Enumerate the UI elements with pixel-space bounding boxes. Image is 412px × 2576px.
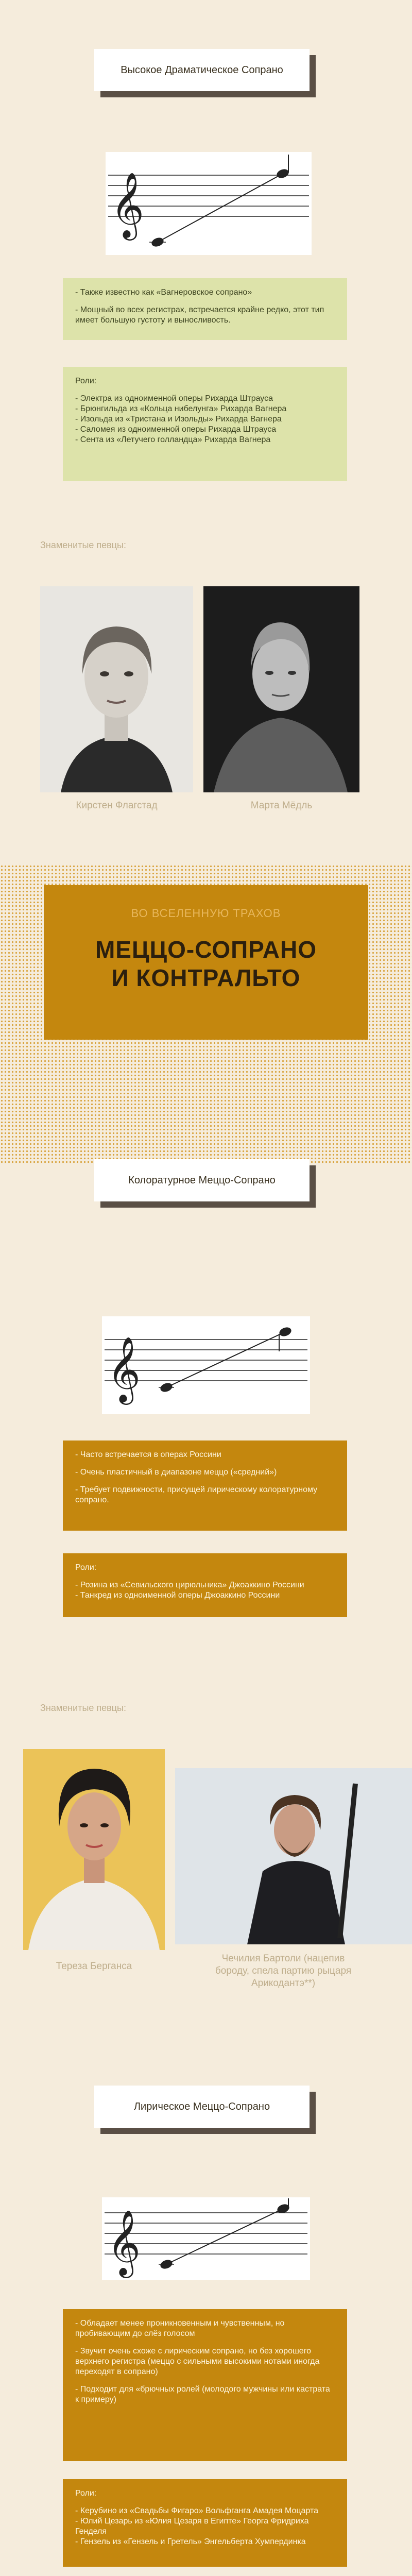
treble-clef-icon: 𝄞 <box>107 2209 141 2275</box>
banner-subtitle: ВО ВСЕЛЕННУЮ ТРАХОВ <box>131 907 281 920</box>
description-box <box>63 2309 347 2461</box>
singer-name: Чечилия Бартоли (нацепив бороду, спела партию рыцаря Арикодантэ**) <box>215 1953 352 1989</box>
role-item: - Танкред из одноименной оперы Джоаккино Россини <box>75 1591 280 1600</box>
range-line <box>158 174 283 242</box>
section-title: Колоратурное Меццо-Сопрано <box>128 1174 276 1186</box>
banner-title-line1: МЕЦЦО-СОПРАНО <box>95 936 317 963</box>
description-line: - Часто встречается в операх Россини <box>75 1450 221 1459</box>
range-line <box>166 1332 285 1387</box>
treble-clef-icon: 𝄞 <box>107 1336 141 1402</box>
section-title-card <box>94 2086 310 2128</box>
section-title-card <box>94 1159 310 1201</box>
role-item: - Электра из одноименной оперы Рихарда Штрауса <box>75 394 273 403</box>
description-box <box>63 278 347 340</box>
chapter-banner <box>44 885 368 1040</box>
staff-notes-diagram <box>106 152 312 255</box>
famous-singers-label: Знаменитые певцы: <box>40 540 126 550</box>
music-staff <box>102 1316 310 1414</box>
role-item: - Брюнгильда из «Кольца нибелунга» Рихарда Вагнера <box>75 404 287 413</box>
role-item: - Сента из «Летучего голландца» Рихарда Вагнера <box>75 435 271 444</box>
banner-title-line2: И КОНТРАЛЬТО <box>111 964 301 992</box>
note-low-icon <box>159 2258 174 2270</box>
description-line: - Обладает менее проникновенным и чувственным, но пробивающим до слёз голосом <box>75 2319 285 2338</box>
music-staff <box>102 2197 310 2280</box>
section-title-card <box>94 49 310 91</box>
music-staff <box>106 152 312 255</box>
roles-box <box>63 2479 347 2567</box>
roles-heading: Роли: <box>75 377 97 385</box>
description-line: - Также известно как «Вагнеровское сопрано» <box>75 288 252 297</box>
section-title: Лирическое Меццо-Сопрано <box>133 2100 270 2112</box>
staff-notes-diagram <box>102 1316 310 1414</box>
roles-heading: Роли: <box>75 2489 97 2498</box>
section-title: Высокое Драматическое Сопрано <box>121 64 283 76</box>
note-low-icon <box>150 236 165 248</box>
role-item: - Изольда из «Тристана и Изольды» Рихарда Вагнера <box>75 415 282 423</box>
staff-notes-diagram <box>102 2197 310 2280</box>
roles-box <box>63 367 347 481</box>
roles-box <box>63 1553 347 1617</box>
famous-singers-label: Знаменитые певцы: <box>40 1703 126 1713</box>
singer-name: Кирстен Флагстад <box>76 800 158 811</box>
range-line <box>166 2209 283 2264</box>
singer-name: Тереза Берганса <box>56 1961 132 1972</box>
description-line: - Требует подвижности, присущей лирическому колоратурному сопрано. <box>75 1485 318 1504</box>
treble-clef-icon: 𝄞 <box>111 172 145 238</box>
singer-photo <box>175 1768 412 1944</box>
singer-photo <box>203 586 359 792</box>
description-line: - Подходит для «брючных ролей (молодого мужчины или кастрата к примеру) <box>75 2385 330 2404</box>
description-line: - Мощный во всех регистрах, встречается крайне редко, этот тип имеет большую густоту и выносливость. <box>75 306 324 325</box>
roles-heading: Роли: <box>75 1563 97 1572</box>
role-item: - Керубино из «Свадьбы Фигаро» Вольфганга Амадея Моцарта <box>75 2506 319 2515</box>
description-line: - Звучит очень схоже с лирическим сопрано, но без хорошего верхнего регистра (меццо с сильными высокими нотами иногда переходят в сопрано) <box>75 2347 320 2376</box>
role-item: - Розина из «Севильского цирюльника» Джоаккино Россини <box>75 1581 304 1589</box>
note-high-icon <box>276 167 290 179</box>
role-item: - Саломея из одноименной оперы Рихарда Штрауса <box>75 425 277 434</box>
role-item: - Юлий Цезарь из «Юлия Цезаря в Египте» Георга Фридриха Генделя <box>75 2517 309 2536</box>
singer-photo <box>23 1749 165 1950</box>
description-line: - Очень пластичный в диапазоне меццо («средний») <box>75 1468 277 1477</box>
note-low-icon <box>159 1381 174 1393</box>
role-item: - Гензель из «Гензель и Гретель» Энгельберта Хумпердинка <box>75 2537 306 2546</box>
singer-name: Марта Мёдль <box>250 800 313 811</box>
note-high-icon <box>278 1326 293 1337</box>
singer-photo <box>40 586 193 792</box>
description-box <box>63 1440 347 1531</box>
